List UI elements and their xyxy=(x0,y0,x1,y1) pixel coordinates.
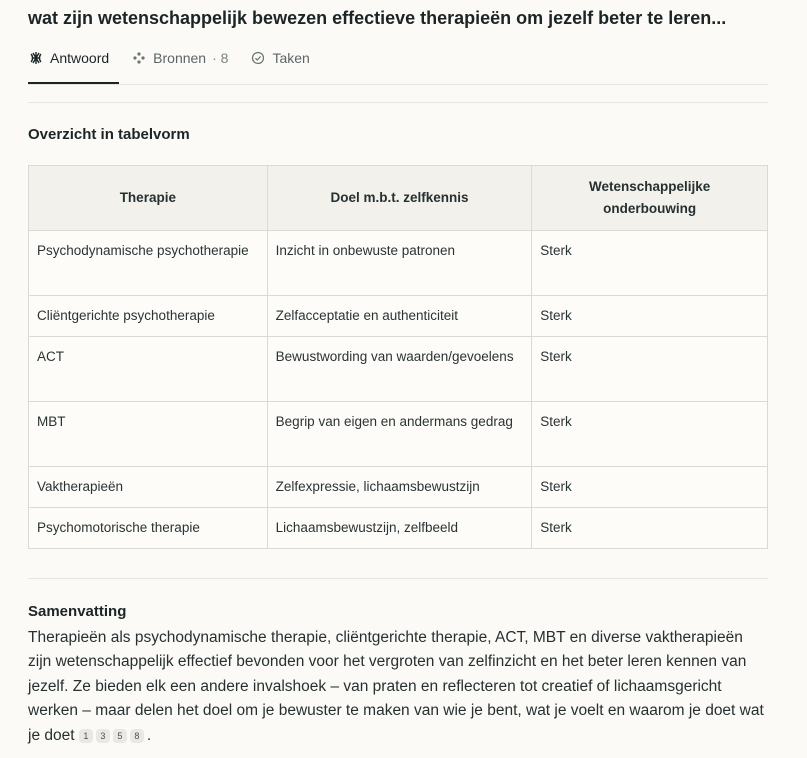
table-cell: Sterk xyxy=(532,337,768,402)
summary-end: . xyxy=(146,726,152,744)
citation-badge[interactable]: 8 xyxy=(130,729,144,743)
table-row xyxy=(29,402,768,467)
table-cell: Zelfexpressie, lichaamsbewustzijn xyxy=(267,467,532,508)
table-cell: Bewustwording van waarden/gevoelens xyxy=(267,337,532,402)
table-cell: Sterk xyxy=(532,296,768,337)
table-row xyxy=(29,231,768,296)
tab-answer[interactable] xyxy=(28,44,109,72)
citation-badge[interactable]: 5 xyxy=(113,729,127,743)
table-cell: Psychomotorische therapie xyxy=(29,508,268,549)
tab-tasks-label: Taken xyxy=(272,50,310,66)
section-divider xyxy=(28,578,768,579)
tab-sources-count: · 8 xyxy=(212,50,229,66)
table-cell: Sterk xyxy=(532,402,768,467)
tab-divider xyxy=(28,84,768,85)
table-cell: Psychodynamische psychotherapie xyxy=(29,231,268,296)
table-cell: Begrip van eigen en andermans gedrag xyxy=(267,402,532,467)
table-cell: Sterk xyxy=(532,231,768,296)
answer-icon xyxy=(28,50,44,66)
tab-answer-label: Antwoord xyxy=(50,50,110,66)
page-title: wat zijn wetenschappelijk bewezen effectieve therapieën om jezelf beter te leren... xyxy=(28,8,727,28)
table-cell: Vaktherapieën xyxy=(29,467,268,508)
table-row xyxy=(29,467,768,508)
table-cell: Sterk xyxy=(532,508,768,549)
table-cell: Lichaamsbewustzijn, zelfbeeld xyxy=(267,508,532,549)
table-header: Therapie xyxy=(29,166,268,231)
section-divider xyxy=(28,102,768,103)
check-circle-icon xyxy=(250,50,266,66)
table-header: Wetenschappelijke onderbouwing xyxy=(532,166,768,231)
citation-badge[interactable]: 3 xyxy=(96,729,110,743)
summary-text xyxy=(28,626,768,748)
overview-table xyxy=(28,165,768,549)
summary-title: Samenvatting xyxy=(28,603,127,620)
table-header-row xyxy=(29,166,768,231)
table-cell: Inzicht in onbewuste patronen xyxy=(267,231,532,296)
table-cell: ACT xyxy=(29,337,268,402)
table-cell: Cliëntgerichte psychotherapie xyxy=(29,296,268,337)
tab-bar xyxy=(28,44,332,86)
table-row xyxy=(29,508,768,549)
summary-body: Therapieën als psychodynamische therapie, cliëntgerichte therapie, ACT, MBT en diverse vaktherapieën zijn wetenschappelijk effectief bevonden voor het vergroten van zelfinzicht en het beter leren kennen van jezelf. Ze bieden elk een andere invalshoek – van praten en reflecteren tot creatief of lichaamsgericht werken – maar delen het doel om je bewuster te maken van wie je bent, wat je voelt en waarom je doet wat je doet xyxy=(28,629,764,744)
table-cell: MBT xyxy=(29,402,268,467)
tab-tasks[interactable] xyxy=(250,44,309,72)
table-row xyxy=(29,337,768,402)
tab-sources-label: Bronnen xyxy=(153,50,207,66)
citation-badge[interactable]: 1 xyxy=(79,729,93,743)
table-cell: Sterk xyxy=(532,467,768,508)
table-row xyxy=(29,296,768,337)
table-header: Doel m.b.t. zelfkennis xyxy=(267,166,532,231)
tab-sources[interactable] xyxy=(131,44,228,72)
table-cell: Zelfacceptatie en authenticiteit xyxy=(267,296,532,337)
overview-title: Overzicht in tabelvorm xyxy=(28,126,190,143)
sources-icon xyxy=(131,50,147,66)
